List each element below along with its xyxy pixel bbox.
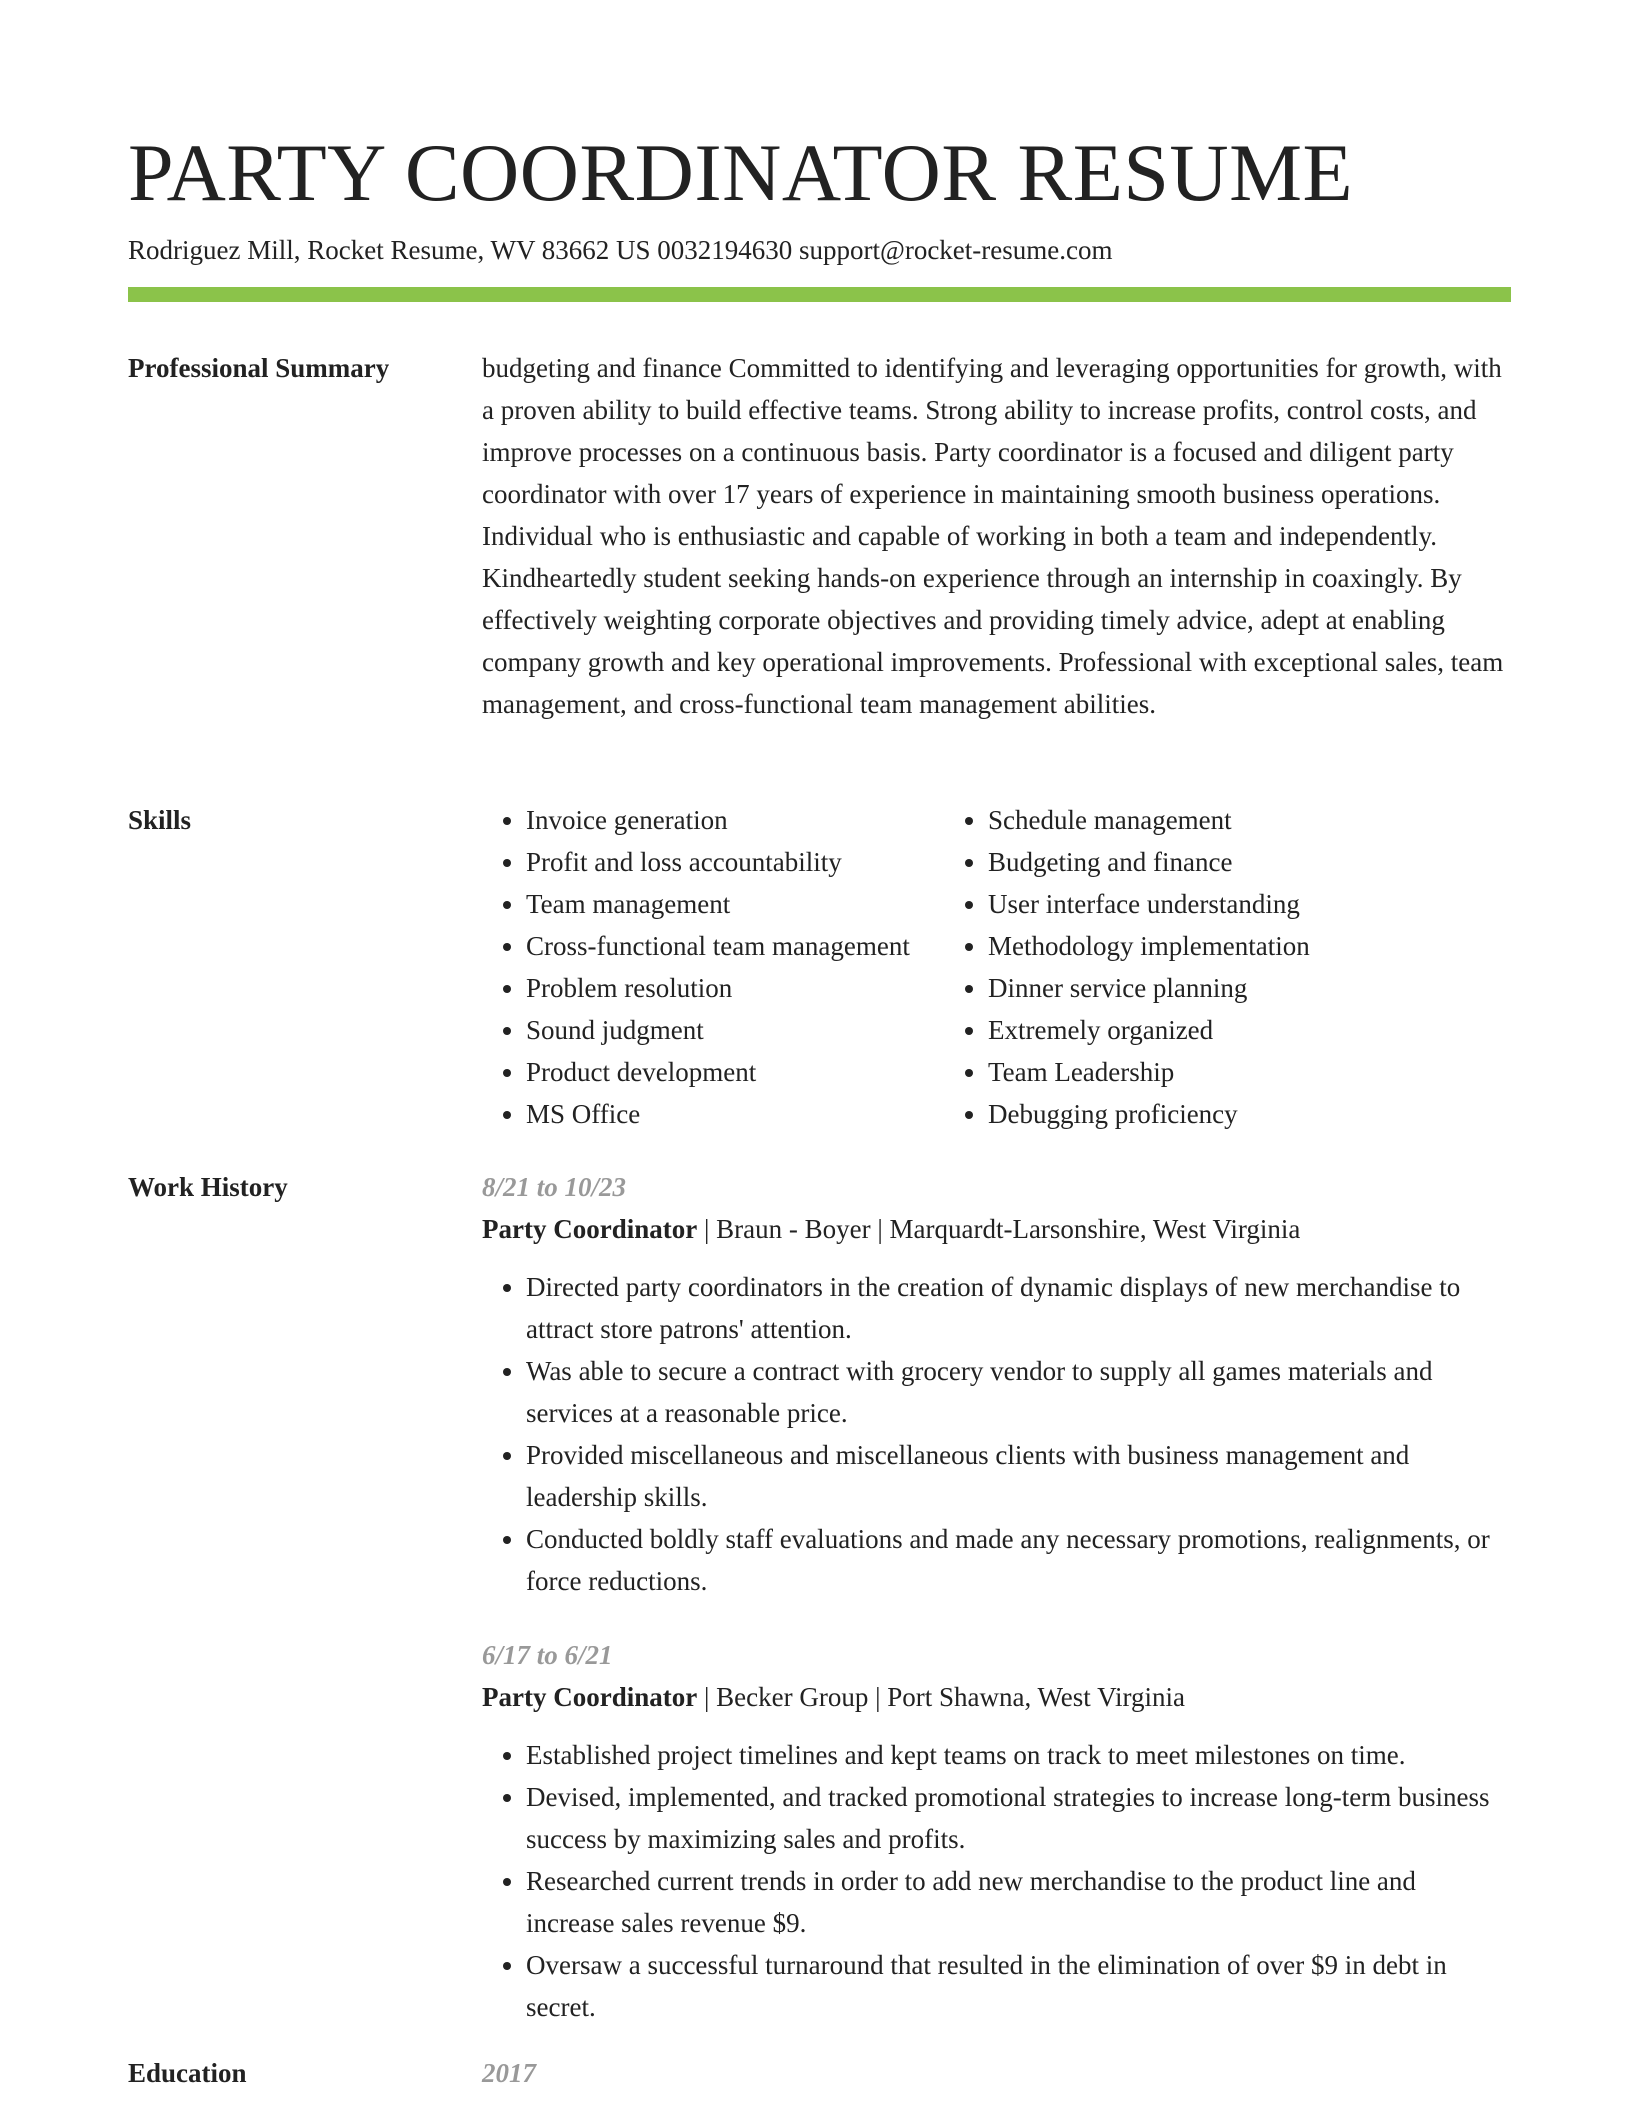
job-separator: | [697,1682,717,1712]
skill-item: • User interface understanding [988,883,1464,925]
summary-heading: Professional Summary [128,353,390,383]
job-dates: 8/21 to 10/23 [482,1172,627,1202]
skill-item: • Extremely organized [988,1009,1464,1051]
job-separator: | [868,1682,888,1712]
job-bullet-list [482,1266,1511,1602]
summary-text: budgeting and finance Committed to identifying and leveraging opportunities for growth, with a proven ability to build effective teams. Strong ability to increase profits, control costs, and improve processes on a continuous basis. Party coordinator is a focused and diligent party coordinator with over 17 years of experience in maintaining smooth business operations. Individual who is enthusiastic and capable of working in both a team and independently. Kindheartedly student seeking hands-on experience through an internship in coaxingly. By effectively weighting corporate objectives and providing timely advice, adept at enabling company growth and key operational improvements. Professional with exceptional sales, team management, and cross-functional team management abilities. [482,353,1504,719]
job-bullet: • Devised, implemented, and tracked promotional strategies to increase long-term business success by maximizing sales and profits. [526,1776,1511,1860]
job-bullet: • Established project timelines and kept teams on track to meet milestones on time. [526,1734,1511,1776]
summary-body [482,347,1511,725]
skill-item: • Debugging proficiency [988,1093,1464,1135]
job-dates: 6/17 to 6/21 [482,1640,613,1670]
skill-item: • Sound judgment [526,1009,944,1051]
skills-column-right [944,799,1464,1135]
job-separator: | [697,1214,717,1244]
job-title: Party Coordinator [482,1214,698,1244]
job-entry [482,1634,1511,2028]
job-bullet: • Oversaw a successful turnaround that resulted in the elimination of over $9 in debt in secret. [526,1944,1511,2028]
skill-item: • Product development [526,1051,944,1093]
skill-item: • Invoice generation [526,799,944,841]
job-bullet: • Researched current trends in order to add new merchandise to the product line and increase sales revenue $9. [526,1860,1511,1944]
skill-item: • Profit and loss accountability [526,841,944,883]
accent-divider [128,287,1511,302]
job-bullet: • Was able to secure a contract with grocery vendor to supply all games materials and services at a reasonable price. [526,1350,1511,1434]
education-heading: Education [128,2058,247,2088]
skill-item: • Budgeting and finance [988,841,1464,883]
skill-item: • Methodology implementation [988,925,1464,967]
job-entry [482,1166,1511,1602]
skills-body [482,799,1511,1135]
skill-item: • Problem resolution [526,967,944,1009]
skills-column-left [482,799,944,1135]
job-location: Port Shawna, West Virginia [887,1682,1185,1712]
job-bullet: • Directed party coordinators in the creation of dynamic displays of new merchandise to attract store patrons' attention. [526,1266,1511,1350]
skill-item: • Team management [526,883,944,925]
education-year: 2017 [482,2058,536,2088]
job-bullet: • Conducted boldly staff evaluations and made any necessary promotions, realignments, or force reductions. [526,1518,1511,1602]
job-heading-line [482,1676,1511,1718]
job-title: Party Coordinator [482,1682,698,1712]
job-heading-line [482,1208,1511,1250]
skills-columns [482,799,1511,1135]
work-body [482,1166,1511,2028]
skill-item: • Dinner service planning [988,967,1464,1009]
contact-line: Rodriguez Mill, Rocket Resume, WV 83662 US 0032194630 support@rocket-resume.com [128,235,1113,265]
resume-title: PARTY COORDINATOR RESUME [128,127,1354,218]
job-bullet: • Provided miscellaneous and miscellaneous clients with business management and leadership skills. [526,1434,1511,1518]
skills-heading: Skills [128,805,192,835]
job-bullet-list [482,1734,1511,2028]
skill-item: • Schedule management [988,799,1464,841]
skill-item: • MS Office [526,1093,944,1135]
job-company: Braun - Boyer [716,1214,871,1244]
skill-item: • Cross-functional team management [526,925,944,967]
job-location: Marquardt-Larsonshire, West Virginia [889,1214,1301,1244]
job-separator: | [870,1214,890,1244]
work-heading: Work History [128,1172,288,1202]
job-company: Becker Group [716,1682,869,1712]
education-body [482,2052,1511,2094]
skill-item: • Team Leadership [988,1051,1464,1093]
